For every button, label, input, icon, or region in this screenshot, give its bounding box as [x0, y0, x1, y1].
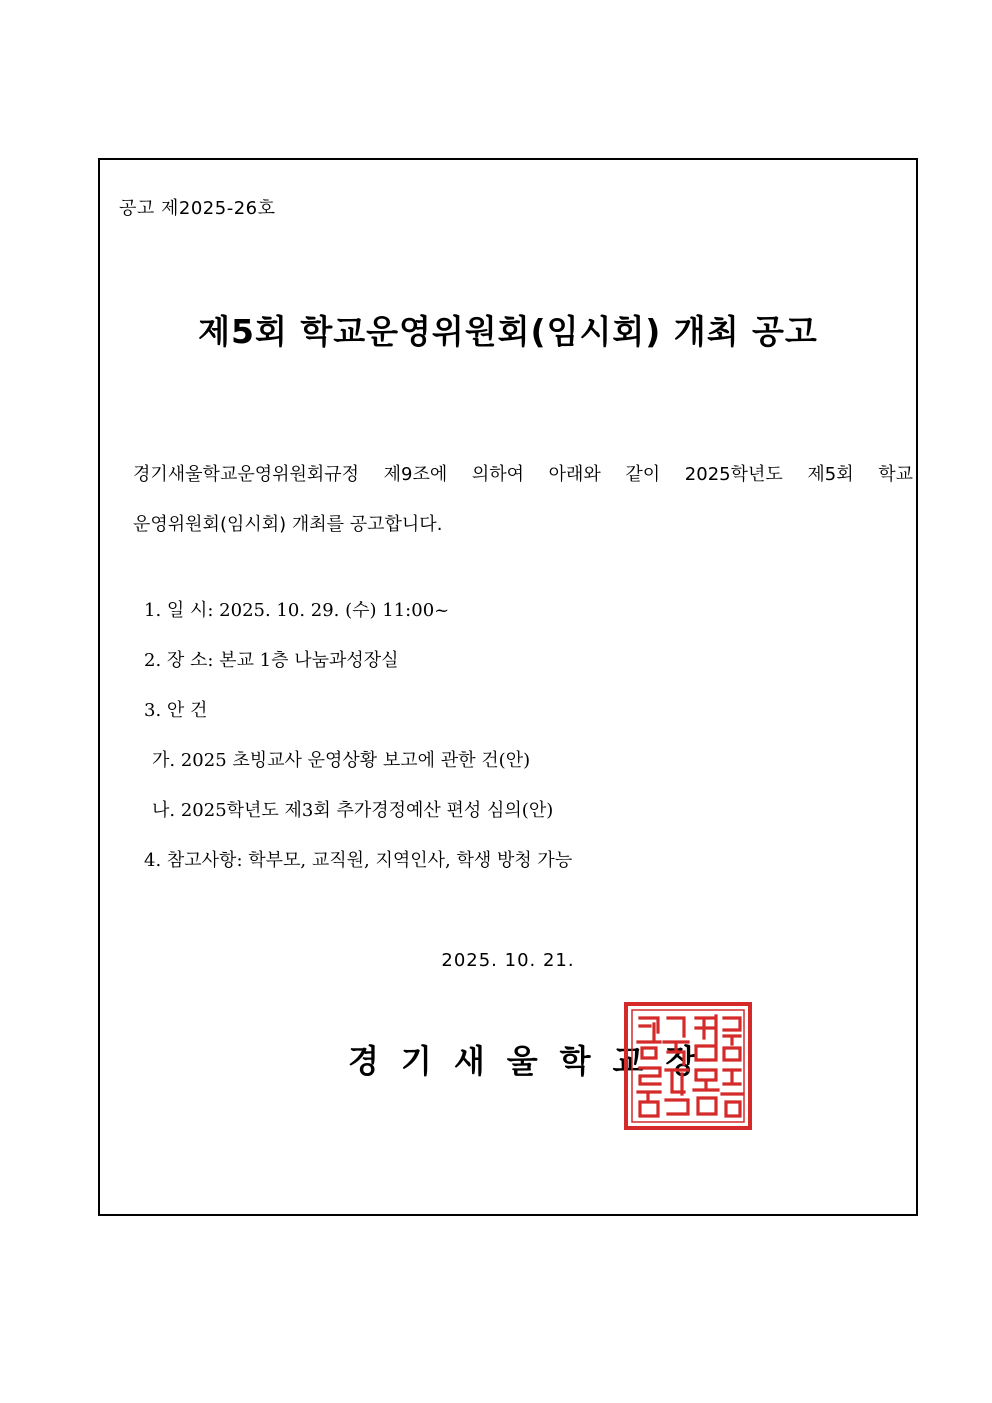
item-datetime: 1. 일 시: 2025. 10. 29. (수) 11:00~ — [144, 600, 450, 621]
item-location: 2. 장 소: 본교 1층 나눔과성장실 — [144, 650, 399, 671]
intro-line-2: 운영위원회(임시회) 개최를 공고합니다. — [133, 514, 443, 535]
notice-number: 공고 제2025-26호 — [119, 198, 276, 219]
page-title: 제5회 학교운영위원회(임시회) 개최 공고 — [198, 312, 818, 351]
item-notes: 4. 참고사항: 학부모, 교직원, 지역인사, 학생 방청 가능 — [144, 850, 573, 871]
official-seal-icon — [624, 1002, 752, 1130]
notice-frame — [98, 158, 918, 1216]
intro-line-1: 경기새울학교운영위원회규정 제9조에 의하여 아래와 같이 2025학년도 제5회 학교 — [133, 464, 913, 485]
agenda-item-ga: 가. 2025 초빙교사 운영상황 보고에 관한 건(안) — [152, 750, 531, 771]
notice-items — [144, 590, 572, 890]
item-agenda: 3. 안 건 — [144, 700, 208, 721]
principal-signature: 경기새울학교장 — [348, 1042, 719, 1080]
notice-date: 2025. 10. 21. — [441, 950, 575, 971]
agenda-item-na: 나. 2025학년도 제3회 추가경정예산 편성 심의(안) — [152, 800, 554, 821]
intro-paragraph — [133, 450, 917, 550]
